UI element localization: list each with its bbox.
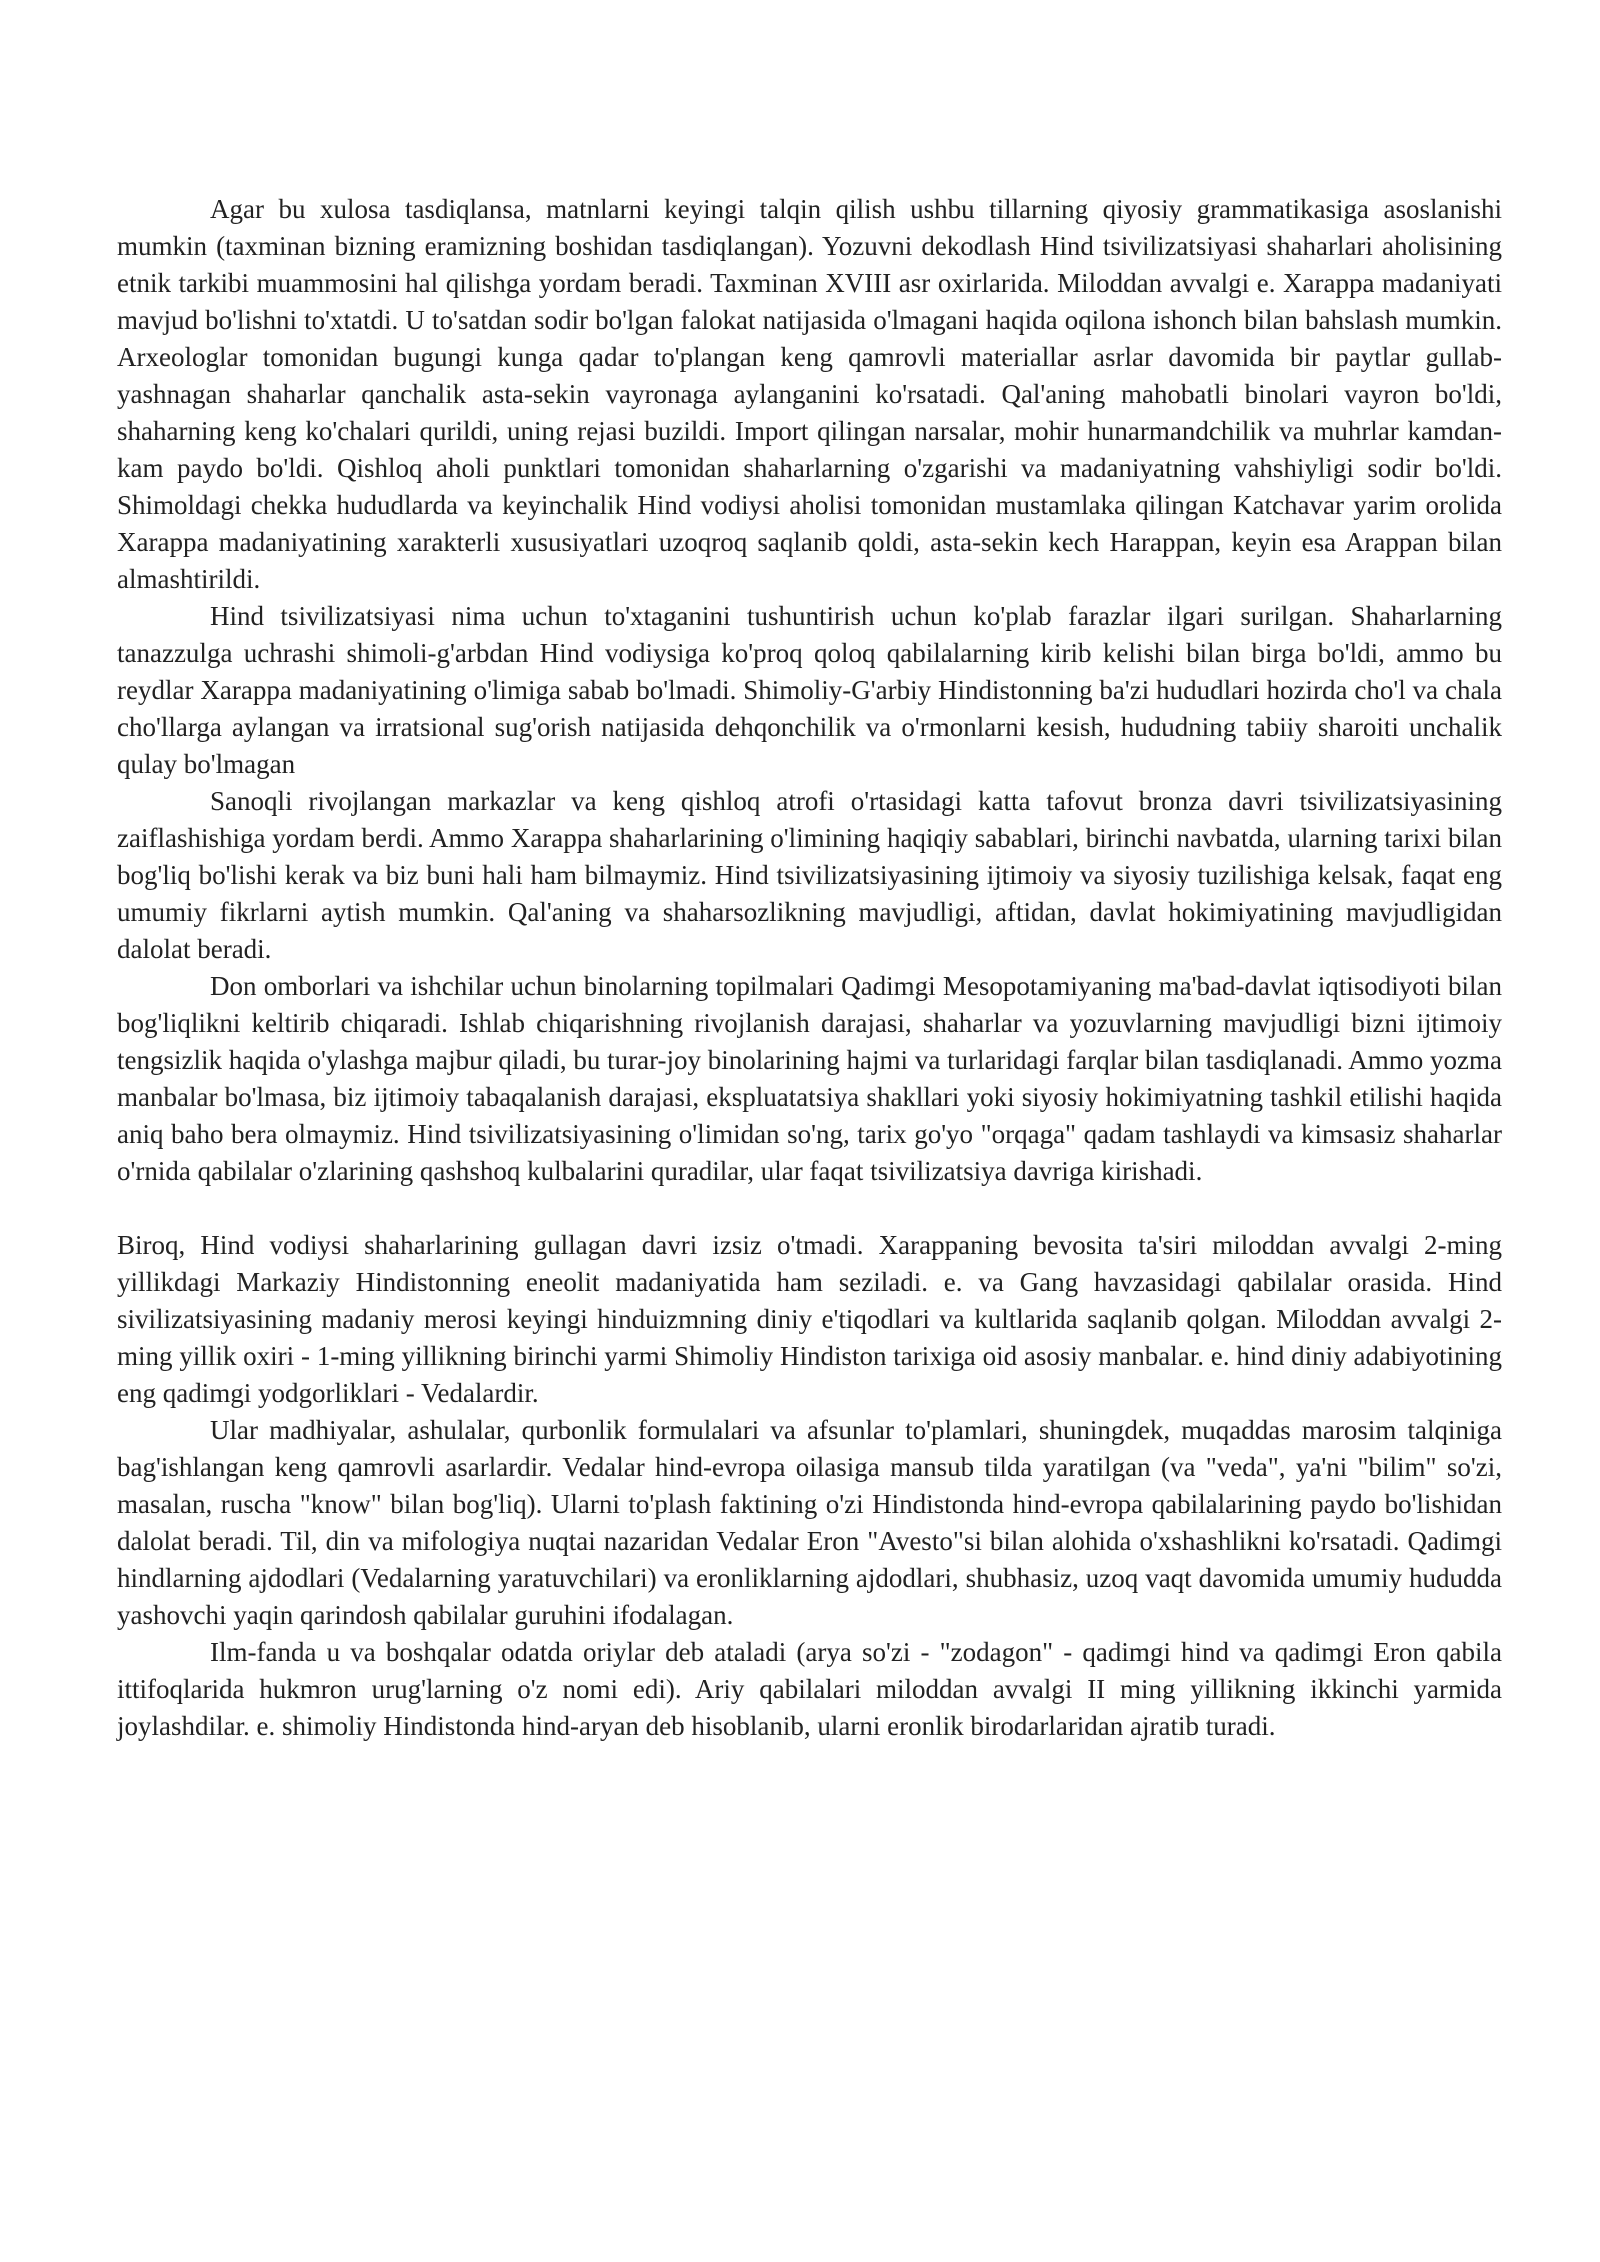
- paragraph-4: Don omborlari va ishchilar uchun binolarning topilmalari Qadimgi Mesopotamiyaning ma'bad-davlat iqtisodiyoti bilan bog'liqlikni keltirib chiqaradi. Ishlab chiqarishning rivojlanish darajasi, shaharlar va yozuvlarning mavjudligi bizni ijtimoiy tengsizlik haqida o'ylashga majbur qiladi, bu turar-joy binolarining hajmi va turlaridagi farqlar bilan tasdiqlanadi. Ammo yozma manbalar bo'lmasa, biz ijtimoiy tabaqalanish darajasi, ekspluatatsiya shakllari yoki siyosiy hokimiyatning tashkil etilishi haqida aniq baho bera olmaymiz. Hind tsivilizatsiyasining o'limidan so'ng, tarix go'yo "orqaga" qadam tashlaydi va kimsasiz shaharlar o'rnida qabilalar o'zlarining qashshoq kulbalarini quradilar, ular faqat tsivilizatsiya davriga kirishadi.: [117, 971, 1502, 1186]
- paragraph-3: Sanoqli rivojlangan markazlar va keng qishloq atrofi o'rtasidagi katta tafovut bronza davri tsivilizatsiyasining zaiflashishiga yordam berdi. Ammo Xarappa shaharlarining o'limining haqiqiy sabablari, birinchi navbatda, ularning tarixi bilan bog'liq bo'lishi kerak va biz buni hali ham bilmaymiz. Hind tsivilizatsiyasining ijtimoiy va siyosiy tuzilishiga kelsak, faqat eng umumiy fikrlarni aytish mumkin. Qal'aning va shaharsozlikning mavjudligi, aftidan, davlat hokimiyatining mavjudligidan dalolat beradi.: [117, 786, 1502, 964]
- paragraph-7: Ilm-fanda u va boshqalar odatda oriylar deb ataladi (arya so'zi - "zodagon" - qadimgi hind va qadimgi Eron qabila ittifoqlarida hukmron urug'larning o'z nomi edi). Ariy qabilalari miloddan avvalgi II ming yillikning ikkinchi yarmida joylashdilar. e. shimoliy Hindistonda hind-aryan deb hisoblanib, ularni eronlik birodarlaridan ajratib turadi.: [117, 1637, 1502, 1741]
- paragraph-6: Ular madhiyalar, ashulalar, qurbonlik formulalari va afsunlar to'plamlari, shuningdek, muqaddas marosim talqiniga bag'ishlangan keng qamrovli asarlardir. Vedalar hind-evropa oilasiga mansub tilda yaratilgan (va "veda", ya'ni "bilim" so'zi, masalan, ruscha "know" bilan bog'liq). Ularni to'plash faktining o'zi Hindistonda hind-evropa qabilalarining paydo bo'lishidan dalolat beradi. Til, din va mifologiya nuqtai nazaridan Vedalar Eron "Avesto"si bilan alohida o'xshashlikni ko'rsatadi. Qadimgi hindlarning ajdodlari (Vedalarning yaratuvchilari) va eronliklarning ajdodlari, shubhasiz, uzoq vaqt davomida umumiy hududda yashovchi yaqin qarindosh qabilalar guruhini ifodalagan.: [117, 1415, 1502, 1630]
- paragraph-1: Agar bu xulosa tasdiqlansa, matnlarni keyingi talqin qilish ushbu tillarning qiyosiy grammatikasiga asoslanishi mumkin (taxminan bizning eramizning boshidan tasdiqlangan). Yozuvni dekodlash Hind tsivilizatsiyasi shaharlari aholisining etnik tarkibi muammosini hal qilishga yordam beradi. Taxminan XVIII asr oxirlarida. Miloddan avvalgi e. Xarappa madaniyati mavjud bo'lishni to'xtatdi. U to'satdan sodir bo'lgan falokat natijasida o'lmagani haqida oqilona ishonch bilan bahslash mumkin. Arxeologlar tomonidan bugungi kunga qadar to'plangan keng qamrovli materiallar asrlar davomida bir paytlar gullab-yashnagan shaharlar qanchalik asta-sekin vayronaga aylanganini ko'rsatadi. Qal'aning mahobatli binolari vayron bo'ldi, shaharning keng ko'chalari qurildi, uning rejasi buzildi. Import qilingan narsalar, mohir hunarmandchilik va muhrlar kamdan-kam paydo bo'ldi. Qishloq aholi punktlari tomonidan shaharlarning o'zgarishi va madaniyatning vahshiyligi sodir bo'ldi. Shimoldagi chekka hududlarda va keyinchalik Hind vodiysi aholisi tomonidan mustamlaka qilingan Katchavar yarim orolida Xarappa madaniyatining xarakterli xususiyatlari uzoqroq saqlanib qoldi, asta-sekin kech Harappan, keyin esa Arappan bilan almashtirildi.: [117, 194, 1502, 594]
- paragraph-2: Hind tsivilizatsiyasi nima uchun to'xtaganini tushuntirish uchun ko'plab farazlar ilgari surilgan. Shaharlarning tanazzulga uchrashi shimoli-g'arbdan Hind vodiysiga ko'proq qoloq qabilalarning kirib kelishi bilan birga bo'ldi, ammo bu reydlar Xarappa madaniyatining o'limiga sabab bo'lmadi. Shimoliy-G'arbiy Hindistonning ba'zi hududlari hozirda cho'l va chala cho'llarga aylangan va irratsional sug'orish natijasida dehqonchilik va o'rmonlarni kesish, hududning tabiiy sharoiti unchalik qulay bo'lmagan: [117, 601, 1502, 779]
- document-page: [117, 191, 1502, 1745]
- paragraph-5: Biroq, Hind vodiysi shaharlarining gullagan davri izsiz o'tmadi. Xarappaning bevosita ta'siri miloddan avvalgi 2-ming yillikdagi Markaziy Hindistonning eneolit madaniyatida ham seziladi. e. va Gang havzasidagi qabilalar orasida. Hind sivilizatsiyasining madaniy merosi keyingi hinduizmning diniy e'tiqodlari va kultlarida saqlanib qolgan. Miloddan avvalgi 2-ming yillik oxiri - 1-ming yillikning birinchi yarmi Shimoliy Hindiston tarixiga oid asosiy manbalar. e. hind diniy adabiyotining eng qadimgi yodgorliklari - Vedalardir.: [117, 1230, 1502, 1408]
